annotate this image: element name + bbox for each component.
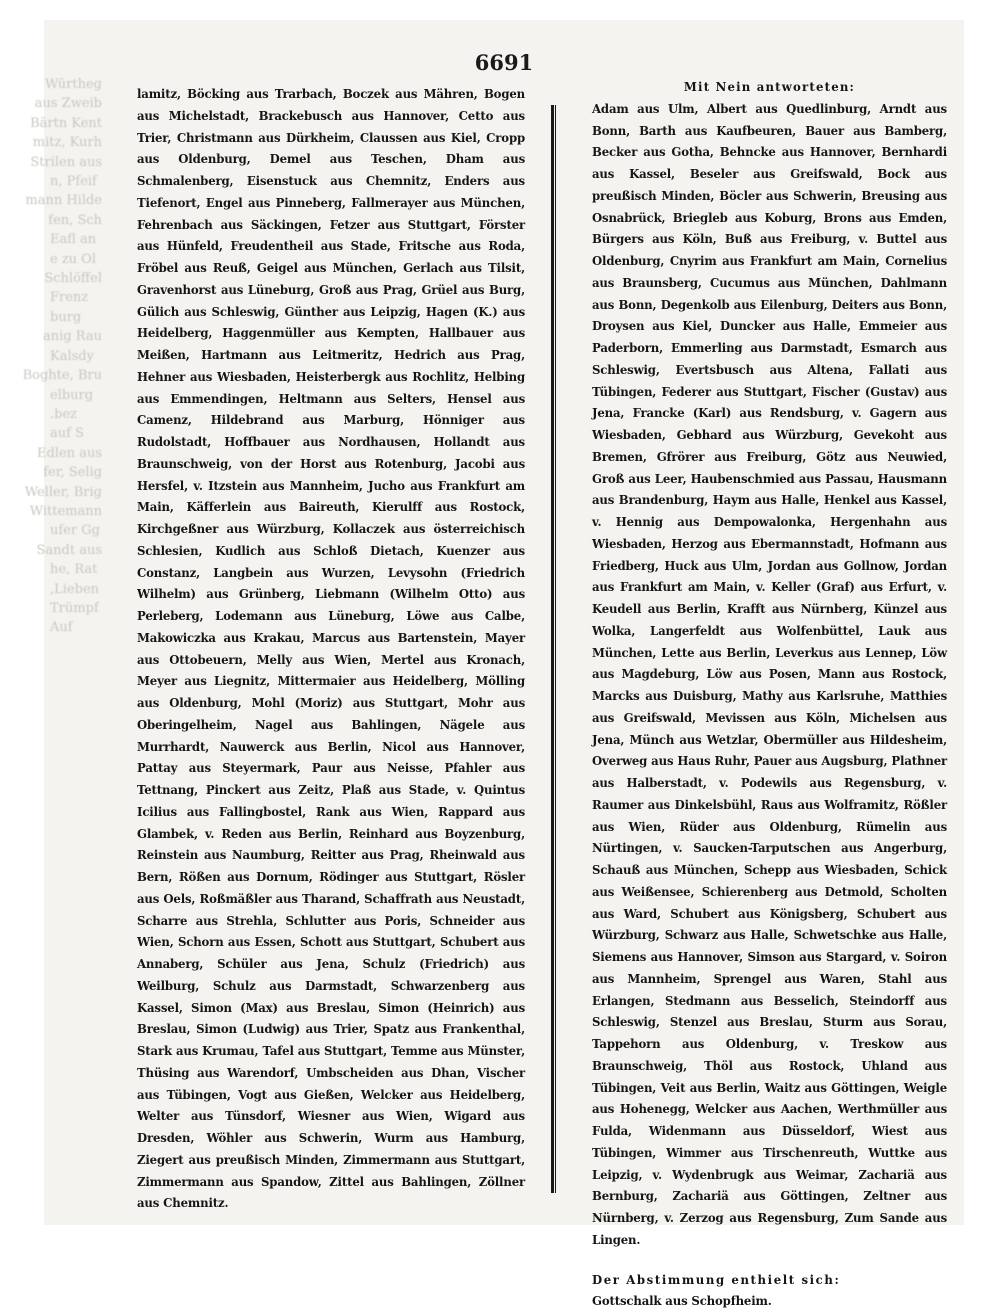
abstained-list: Gottschalk aus Schopfheim. [592, 1294, 772, 1309]
page-number: 6691 [474, 50, 534, 75]
right-column [592, 77, 947, 1309]
scanned-page [22, 20, 964, 1309]
column-divider [551, 105, 556, 1193]
abstained-heading: Der Abstimmung enthielt sich: [592, 1272, 841, 1287]
section-spacer [592, 1252, 947, 1270]
no-votes-list: Adam aus Ulm, Albert aus Quedlinburg, Arndt aus Bonn, Barth aus Kaufbeuren, Bauer aus Bamberg, Becker aus Gotha, Behncke aus Hannover, Bernhardi aus Kassel, Beseler aus Greifswald, Bock aus preußisch Minden, Böcler aus Schwerin, Breusing aus Osnabrück, Briegleb aus Koburg, Brons aus Emden, Bürgers aus Köln, Buß aus Freiburg, v. Buttel aus Oldenburg, Cnyrim aus Frankfurt am Main, Cornelius aus Braunsberg, Cucumus aus München, Dahlmann aus Bonn, Degenkolb aus Eilenburg, Deiters aus Bonn, Droysen aus Kiel, Duncker aus Halle, Emmeier aus Paderborn, Emmerling aus Darmstadt, Esmarch aus Schleswig, Evertsbusch aus Altena, Fallati aus Tübingen, Federer aus Stuttgart, Fischer (Gustav) aus Jena, Francke (Karl) aus Rendsburg, v. Gagern aus Wiesbaden, Gebhard aus Würzburg, Gevekoht aus Bremen, Gfrörer aus Freiburg, Götz aus Neuwied, Groß aus Leer, Haubenschmied aus Passau, Hausmann aus Brandenburg, Haym aus Halle, Henkel aus Kassel, v. Hennig aus Dempowalonka, Hergenhahn aus Wiesbaden, Herzog aus Ebermannstadt, Hofmann aus Friedberg, Huck aus Ulm, Jordan aus Gollnow, Jordan aus Frankfurt am Main, v. Keller (Graf) aus Erfurt, v. Keudell aus Berlin, Krafft aus Nürnberg, Künzel aus Wolka, Langerfeldt aus Wolfenbüttel, Lauk aus München, Lette aus Berlin, Leverkus aus Lennep, Löw aus Magdeburg, Löw aus Posen, Mann aus Rostock, Marcks aus Duisburg, Mathy aus Karlsruhe, Matthies aus Greifswald, Mevissen aus Köln, Michelsen aus Jena, Münch aus Wetzlar, Obermüller aus Hildesheim, Overweg aus Haus Ruhr, Pauer aus Augsburg, Plathner aus Halberstadt, v. Podewils aus Regensburg, v. Raumer aus Dinkelsbühl, Raus aus Wolframitz, Rößler aus Wien, Rüder aus Oldenburg, Rümelin aus Nürtingen, v. Saucken-Tarputschen aus Angerburg, Schauß aus München, Schepp aus Wiesbaden, Schick aus Weißensee, Schierenberg aus Detmold, Scholten aus Ward, Schubert aus Königsberg, Schubert aus Würzburg, Schwarz aus Halle, Schwetschke aus Halle, Siemens aus Hannover, Simson aus Stargard, v. Soiron aus Mannheim, Sprengel aus Waren, Stahl aus Erlangen, Stedmann aus Besselich, Steindorff aus Schleswig, Stenzel aus Breslau, Sturm aus Sorau, Tappehorn aus Oldenburg, v. Treskow aus Braunschweig, Thöl aus Rostock, Uhland aus Tübingen, Veit aus Berlin, Waitz aus Göttingen, Weigle aus Hohenegg, Welcker aus Aachen, Werthmüller aus Fulda, Widenmann aus Düsseldorf, Wiest aus Tübingen, Wimmer aus Tirschenreuth, Wuttke aus Leipzig, v. Wydenbrugk aus Weimar, Zachariä aus Bernburg, Zachariä aus Göttingen, Zeltner aus Nürnberg, v. Zerzog aus Regensburg, Zum Sande aus Lingen. [592, 101, 947, 1247]
left-margin-bleed-through: Würtheg aus Zweib Bärtn Kent mitz, Kurh Strilen aus n, Pfeif mann Hilde fen, Sch Eafl an e zu Ol Schlöffel Frenz burg anig Rau Kalsdy Boghte, Bru elburg bez. auf S Edlen aus fer, Selig Weller, Brig Wittemann ufer Gg Sandt aus he, Rat Lieben, Trümpf Auf [22, 77, 102, 636]
no-votes-heading: Mit Nein antworteten: [683, 80, 856, 94]
left-column-text: lamitz, Böcking aus Trarbach, Boczek aus Mähren, Bogen aus Michelstadt, Brackebusch aus Hannover, Cetto aus Trier, Christmann aus Dürkheim, Claussen aus Kiel, Cropp aus Oldenburg, Demel aus Teschen, Dham aus Schmalenberg, Eisenstuck aus Chemnitz, Enders aus Tiefenort, Engel aus Pinneberg, Fallmerayer aus München, Fehrenbach aus Säckingen, Fetzer aus Stuttgart, Förster aus Hünfeld, Freudentheil aus Stade, Fritsche aus Roda, Fröbel aus Reuß, Geigel aus München, Gerlach aus Tilsit, Gravenhorst aus Lüneburg, Groß aus Prag, Grüel aus Burg, Gülich aus Schleswig, Günther aus Leipzig, Hagen (K.) aus Heidelberg, Haggenmüller aus Kempten, Hallbauer aus Meißen, Hartmann aus Leitmeritz, Hedrich aus Prag, Hehner aus Wiesbaden, Heisterbergk aus Rochlitz, Helbing aus Emmendingen, Heltmann aus Selters, Hensel aus Camenz, Hildebrand aus Marburg, Hönniger aus Rudolstadt, Hoffbauer aus Nordhausen, Hollandt aus Braunschweig, von der Horst aus Rotenburg, Jacobi aus Hersfel, v. Itzstein aus Mannheim, Jucho aus Frankfurt am Main, Käfferlein aus Baireuth, Kierulff aus Rostock, Kirchgeßner aus Würzburg, Kollaczek aus österreichisch Schlesien, Kudlich aus Schloß Dietach, Kuenzer aus Constanz, Langbein aus Wurzen, Levysohn (Friedrich Wilhelm) aus Grünberg, Liebmann (Wilhelm Otto) aus Perleberg, Lodemann aus Lüneburg, Löwe aus Calbe, Makowiczka aus Krakau, Marcus aus Bartenstein, Mayer aus Ottobeuern, Melly aus Wien, Mertel aus Kronach, Meyer aus Liegnitz, Mittermaier aus Heidelberg, Mölling aus Oldenburg, Mohl (Moriz) aus Stuttgart, Mohr aus Oberingelheim, Nagel aus Bahlingen, Nägele aus Murrhardt, Nauwerck aus Berlin, Nicol aus Hannover, Pattay aus Steyermark, Paur aus Neisse, Pfahler aus Tettnang, Pinckert aus Zeitz, Plaß aus Stade, v. Quintus Icilius aus Fallingbostel, Rank aus Wien, Rappard aus Glambek, v. Reden aus Berlin, Reinhard aus Boyzenburg, Reinstein aus Naumburg, Reitter aus Prag, Rheinwald aus Bern, Rößen aus Dornum, Rödinger aus Stuttgart, Rösler aus Oels, Roßmäßler aus Tharand, Schaffrath aus Neustadt, Scharre aus Strehla, Schlutter aus Poris, Schneider aus Wien, Schorn aus Essen, Schott aus Stuttgart, Schubert aus Annaberg, Schüler aus Jena, Schulz (Friedrich) aus Weilburg, Schulz aus Darmstadt, Schwarzenberg aus Kassel, Simon (Max) aus Breslau, Simon (Heinrich) aus Breslau, Simon (Ludwig) aus Trier, Spatz aus Frankenthal, Stark aus Krumau, Tafel aus Stuttgart, Temme aus Münster, Thüsing aus Warendorf, Umbscheiden aus Dhan, Vischer aus Tübingen, Vogt aus Gießen, Welcker aus Heidelberg, Welter aus Tünsdorf, Wiesner aus Wien, Wigard aus Dresden, Wöhler aus Schwerin, Wurm aus Hamburg, Ziegert aus preußisch Minden, Zimmermann aus Stuttgart, Zimmermann aus Spandow, Zittel aus Bahlingen, Zöllner aus Chemnitz. [137, 87, 525, 1211]
